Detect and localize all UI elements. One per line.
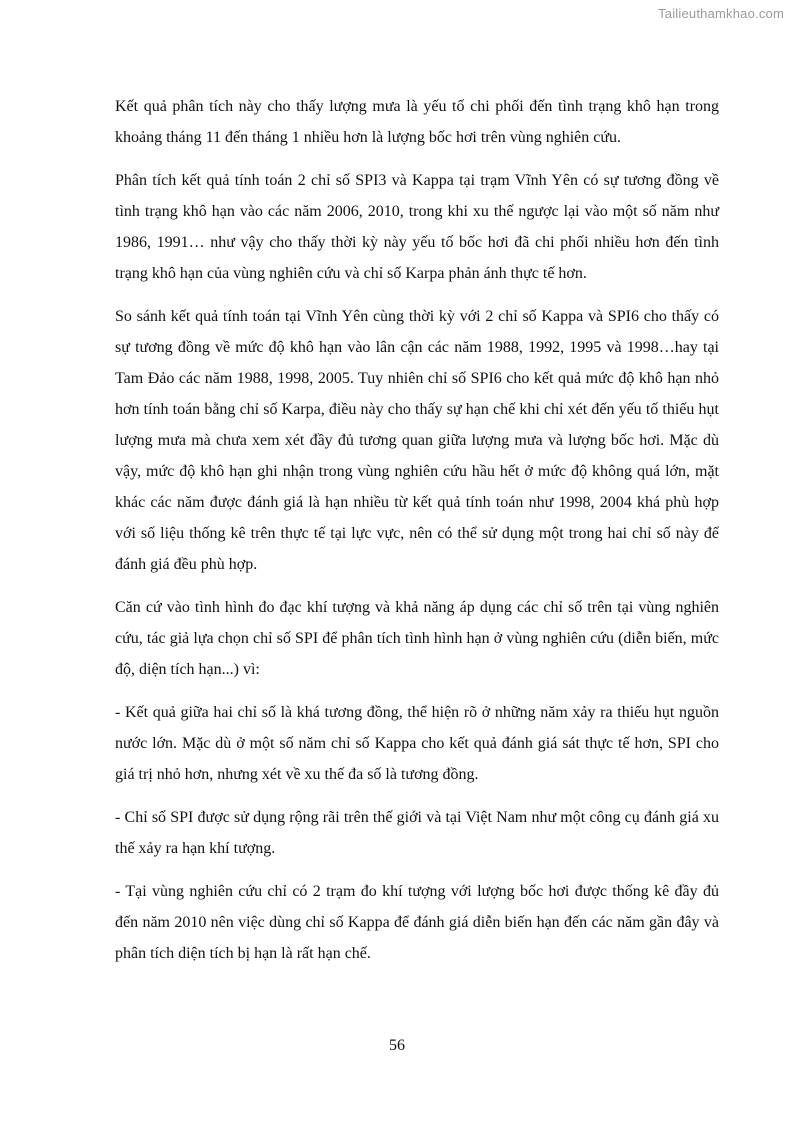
bullet-spi-widely-used: - Chỉ số SPI được sử dụng rộng rãi trên thế giới và tại Việt Nam như một công cụ đánh giá xu thế xảy ra hạn khí tượng.: [115, 809, 719, 857]
document-body: [115, 91, 719, 981]
paragraph-vinh-yen-spi3-kappa: Phân tích kết quả tính toán 2 chỉ số SPI3 và Kappa tại trạm Vĩnh Yên có sự tương đồng về tình trạng khô hạn vào các năm 2006, 2010, trong khi xu thế ngược lại vào một số năm như 1986, 1991… như vậy cho thấy thời kỳ này yếu tố bốc hơi đã chi phối nhiều hơn đến tình trạng khô hạn của vùng nghiên cứu và chỉ số Karpa phản ánh thực tế hơn.: [115, 172, 719, 282]
paragraph-spi-selection: Căn cứ vào tình hình đo đạc khí tượng và khả năng áp dụng các chỉ số trên tại vùng nghiên cứu, tác giả lựa chọn chỉ số SPI để phân tích tình hình hạn ở vùng nghiên cứu (diễn biến, mức độ, diện tích hạn...) vì:: [115, 599, 719, 678]
page-number: 56: [389, 1037, 405, 1054]
bullet-limited-stations: - Tại vùng nghiên cứu chỉ có 2 trạm đo khí tượng với lượng bốc hơi được thống kê đầy đủ đến năm 2010 nên việc dùng chỉ số Kappa để đánh giá diễn biến hạn đến các năm gần đây và phân tích diện tích bị hạn là rất hạn chế.: [115, 883, 719, 962]
paragraph-comparison-kappa-spi6: So sánh kết quả tính toán tại Vĩnh Yên cùng thời kỳ với 2 chỉ số Kappa và SPI6 cho thấy có sự tương đồng về mức độ khô hạn vào lân cận các năm 1988, 1992, 1995 và 1998…hay tại Tam Đảo các năm 1988, 1998, 2005. Tuy nhiên chỉ số SPI6 cho kết quả mức độ khô hạn nhỏ hơn tính toán bằng chỉ số Karpa, điều này cho thấy sự hạn chế khi chỉ xét đến yếu tố thiếu hụt lượng mưa mà chưa xem xét đầy đủ tương quan giữa lượng mưa và lượng bốc hơi. Mặc dù vậy, mức độ khô hạn ghi nhận trong vùng nghiên cứu hầu hết ở mức độ không quá lớn, mặt khác các năm được đánh giá là hạn nhiều từ kết quả tính toán như 1998, 2004 khá phù hợp với số liệu thống kê trên thực tế tại lực vực, nên có thể sử dụng một trong hai chỉ số này để đánh giá đều phù hợp.: [115, 308, 719, 573]
watermark-text: Tailieuthamkhao.com: [658, 6, 784, 21]
bullet-similar-results: - Kết quả giữa hai chỉ số là khá tương đồng, thể hiện rõ ở những năm xảy ra thiếu hụt nguồn nước lớn. Mặc dù ở một số năm chỉ số Kappa cho kết quả đánh giá sát thực tế hơn, SPI cho giá trị nhỏ hơn, nhưng xét về xu thế đa số là tương đồng.: [115, 704, 719, 783]
paragraph-rainfall-conclusion: Kết quả phân tích này cho thấy lượng mưa là yếu tố chi phối đến tình trạng khô hạn trong khoảng tháng 11 đến tháng 1 nhiều hơn là lượng bốc hơi trên vùng nghiên cứu.: [115, 98, 719, 146]
